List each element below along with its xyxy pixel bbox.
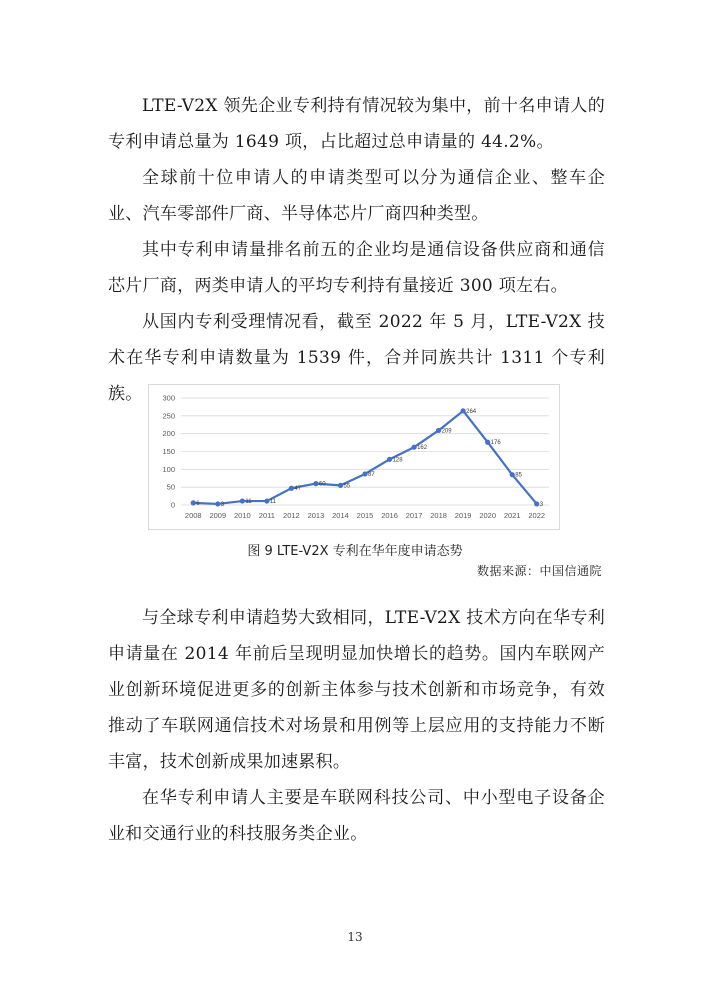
data-label: 11 (245, 499, 252, 506)
data-label: 6 (196, 500, 200, 507)
data-point (436, 428, 441, 433)
paragraph-4: 从国内专利受理情况看，截至 2022 年 5 月，LTE-V2X 技术在华专利申请数量为 1539 件，合并同族共计 1311 个专利族。 (108, 312, 605, 404)
data-label: 11 (269, 499, 277, 506)
x-tick-label: 2018 (430, 511, 447, 520)
x-tick-label: 2010 (233, 511, 251, 520)
data-label: 209 (441, 428, 452, 435)
data-point (534, 501, 539, 506)
data-label: 3 (539, 501, 544, 508)
x-tick-label: 2012 (283, 511, 300, 520)
data-label: 60 (318, 481, 326, 488)
line-chart (148, 384, 560, 530)
figure-caption: 图 9 LTE-V2X 专利在华年度申请态势 (247, 544, 463, 559)
line-chart-svg (149, 385, 559, 529)
data-label: 176 (490, 440, 501, 447)
paragraph-1: LTE-V2X 领先企业专利持有情况较为集中，前十名申请人的专利申请总量为 1649 项，占比超过总申请量的 44.2%。 (108, 96, 605, 152)
data-point (461, 408, 466, 413)
data-label: 85 (515, 472, 522, 479)
x-tick-label: 2020 (479, 511, 497, 520)
x-tick-label: 2014 (332, 511, 349, 520)
page-number: 13 (347, 930, 363, 944)
data-label: 128 (392, 457, 403, 464)
paragraph-6: 在华专利申请人主要是车联网科技公司、中小型电子设备企业和交通行业的科技服务类企业。 (108, 788, 605, 844)
x-tick-label: 2013 (307, 511, 325, 520)
data-point (289, 486, 294, 491)
data-point (264, 498, 269, 503)
data-point (485, 440, 490, 445)
x-tick-label: 2008 (184, 511, 202, 520)
y-tick-label: 200 (162, 429, 175, 439)
y-tick-label: 250 (162, 411, 175, 421)
data-label: 3 (220, 501, 225, 508)
data-point (191, 500, 196, 505)
data-point (313, 481, 318, 486)
data-point (240, 498, 245, 503)
data-label: 55 (343, 483, 351, 490)
data-point (411, 445, 416, 450)
paragraph-3: 其中专利申请量排名前五的企业均是通信设备供应商和通信芯片厂商，两类申请人的平均专利持有量接近 300 项左右。 (108, 240, 605, 296)
x-tick-label: 2022 (528, 511, 546, 520)
y-tick-label: 50 (166, 482, 175, 492)
x-tick-label: 2009 (209, 511, 227, 520)
paragraph-5: 与全球专利申请趋势大致相同，LTE-V2X 技术方向在华专利申请量在 2014 年前后呈现明显加快增长的趋势。国内车联网产业创新环境促进更多的创新主体参与技术创新和市场竞争，有效推动了车联网通信技术对场景和用例等上层应用的支持能力不断丰富，技术创新成果加速累积。 (108, 608, 605, 772)
x-tick-label: 2021 (503, 511, 521, 520)
data-point (510, 472, 515, 477)
y-tick-label: 100 (162, 464, 175, 474)
paragraph-2: 全球前十位申请人的申请类型可以分为通信企业、整车企业、汽车零部件厂商、半导体芯片厂商四种类型。 (108, 168, 605, 224)
y-tick-label: 0 (170, 500, 175, 510)
x-tick-label: 2015 (356, 511, 374, 520)
x-tick-label: 2019 (454, 511, 472, 520)
x-tick-label: 2017 (405, 511, 423, 520)
data-label: 264 (466, 408, 477, 415)
data-point (338, 483, 343, 488)
y-tick-label: 300 (162, 393, 175, 403)
y-tick-label: 150 (162, 447, 175, 456)
series-line (193, 408, 536, 504)
data-point (362, 471, 367, 476)
data-source: 数据来源：中国信通院 (476, 564, 602, 578)
data-point (215, 501, 220, 506)
x-tick-label: 2011 (258, 511, 275, 520)
data-label: 47 (294, 486, 302, 493)
data-label: 87 (368, 471, 375, 478)
data-label: 162 (417, 445, 428, 452)
x-tick-label: 2016 (381, 511, 398, 520)
data-point (387, 457, 392, 462)
